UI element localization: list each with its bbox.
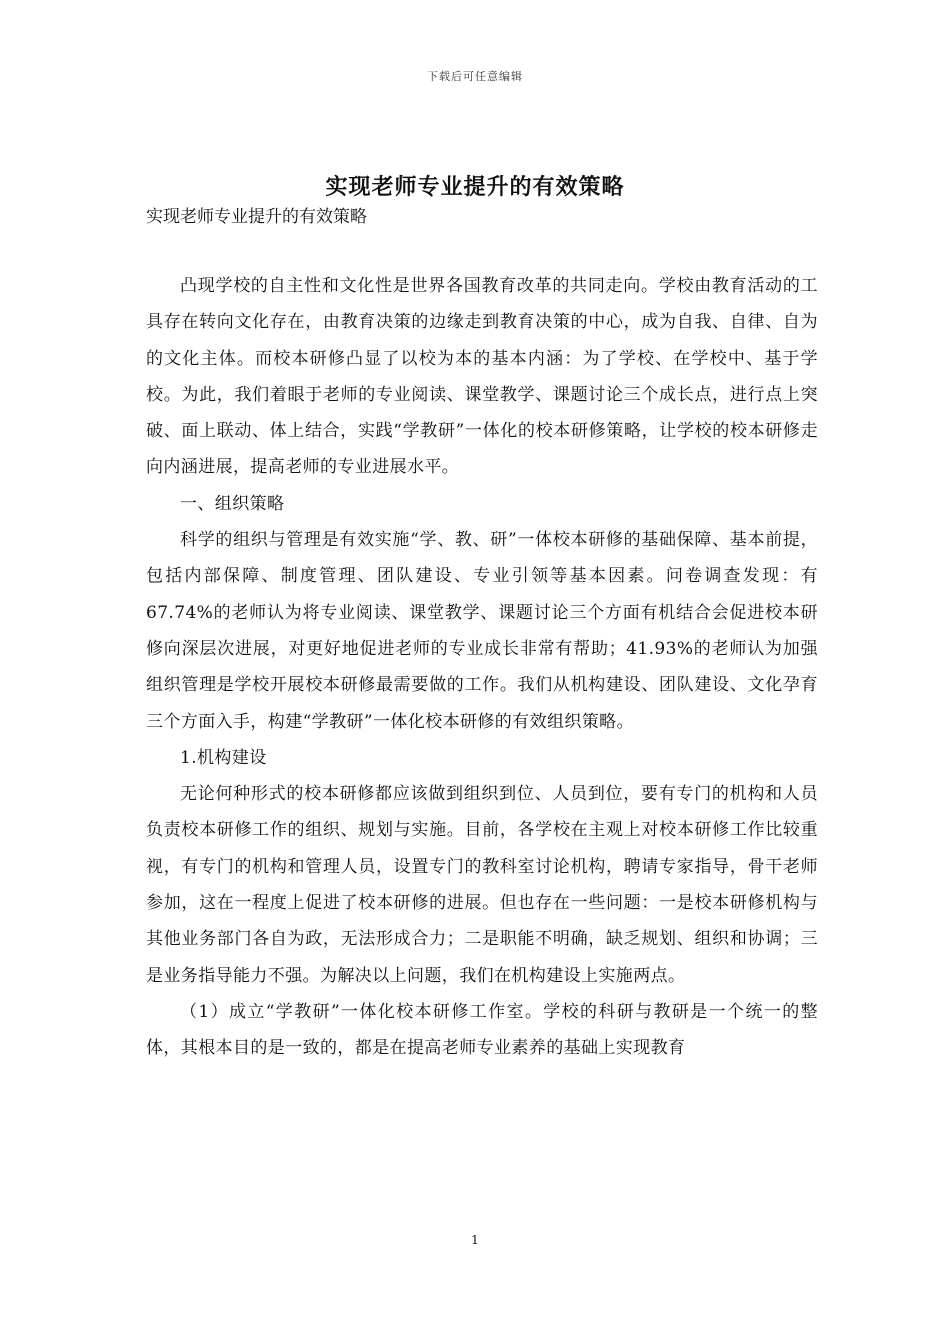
page-header-note: 下载后可任意编辑: [427, 70, 523, 83]
paragraph-intro: 凸现学校的自主性和文化性是世界各国教育改革的共同走向。学校由教育活动的工具存在转向文化存在，由教育决策的边缘走到教育决策的中心，成为自我、自律、自为的文化主体。而校本研修凸显了以校为本的基本内涵：为了学校、在学校中、基于学校。为此，我们着眼于老师的专业阅读、课堂教学、课题讨论三个成长点，进行点上突破、面上联动、体上结合，实践“学教研”一体化的校本研修策略，让学校的校本研修走向内涵进展，提高老师的专业进展水平。: [146, 276, 818, 478]
page-number: 1: [471, 1233, 479, 1247]
paragraph-studio: （1）成立“学教研”一体化校本研修工作室。学校的科研与教研是一个统一的整体，其根本目的是一致的，都是在提高老师专业素养的基础上实现教育: [146, 1001, 818, 1059]
paragraph-organization: 科学的组织与管理是有效实施“学、教、研”一体校本研修的基础保障、基本前提，包括内部保障、制度管理、团队建设、专业引领等基本因素。问卷调查发现：有67.74%的老师认为将专业阅读、课堂教学、课题讨论三个方面有机结合会促进校本研修向深层次进展，对更好地促进老师的专业成长非常有帮助；41.93%的老师认为加强组织管理是学校开展校本研修最需要做的工作。我们从机构建设、团队建设、文化孕育三个方面入手，构建“学教研”一体化校本研修的有效组织策略。: [146, 530, 818, 732]
document-subtitle: 实现老师专业提升的有效策略: [146, 207, 367, 227]
document-body: [146, 268, 818, 1067]
document-title: 实现老师专业提升的有效策略: [325, 173, 625, 200]
section-heading-organization: 一、组织策略: [180, 493, 285, 514]
paragraph-institution: 无论何种形式的校本研修都应该做到组织到位、人员到位，要有专门的机构和人员负责校本研修工作的组织、规划与实施。目前，各学校在主观上对校本研修工作比较重视，有专门的机构和管理人员，设置专门的教科室讨论机构，聘请专家指导，骨干老师参加，这在一程度上促进了校本研修的进展。但也存在一些问题：一是校本研修机构与其他业务部门各自为政，无法形成合力；二是职能不明确，缺乏规划、组织和协调；三是业务指导能力不强。为解决以上问题，我们在机构建设上实施两点。: [146, 784, 818, 986]
subsection-heading-institution: 1.机构建设: [180, 747, 267, 768]
